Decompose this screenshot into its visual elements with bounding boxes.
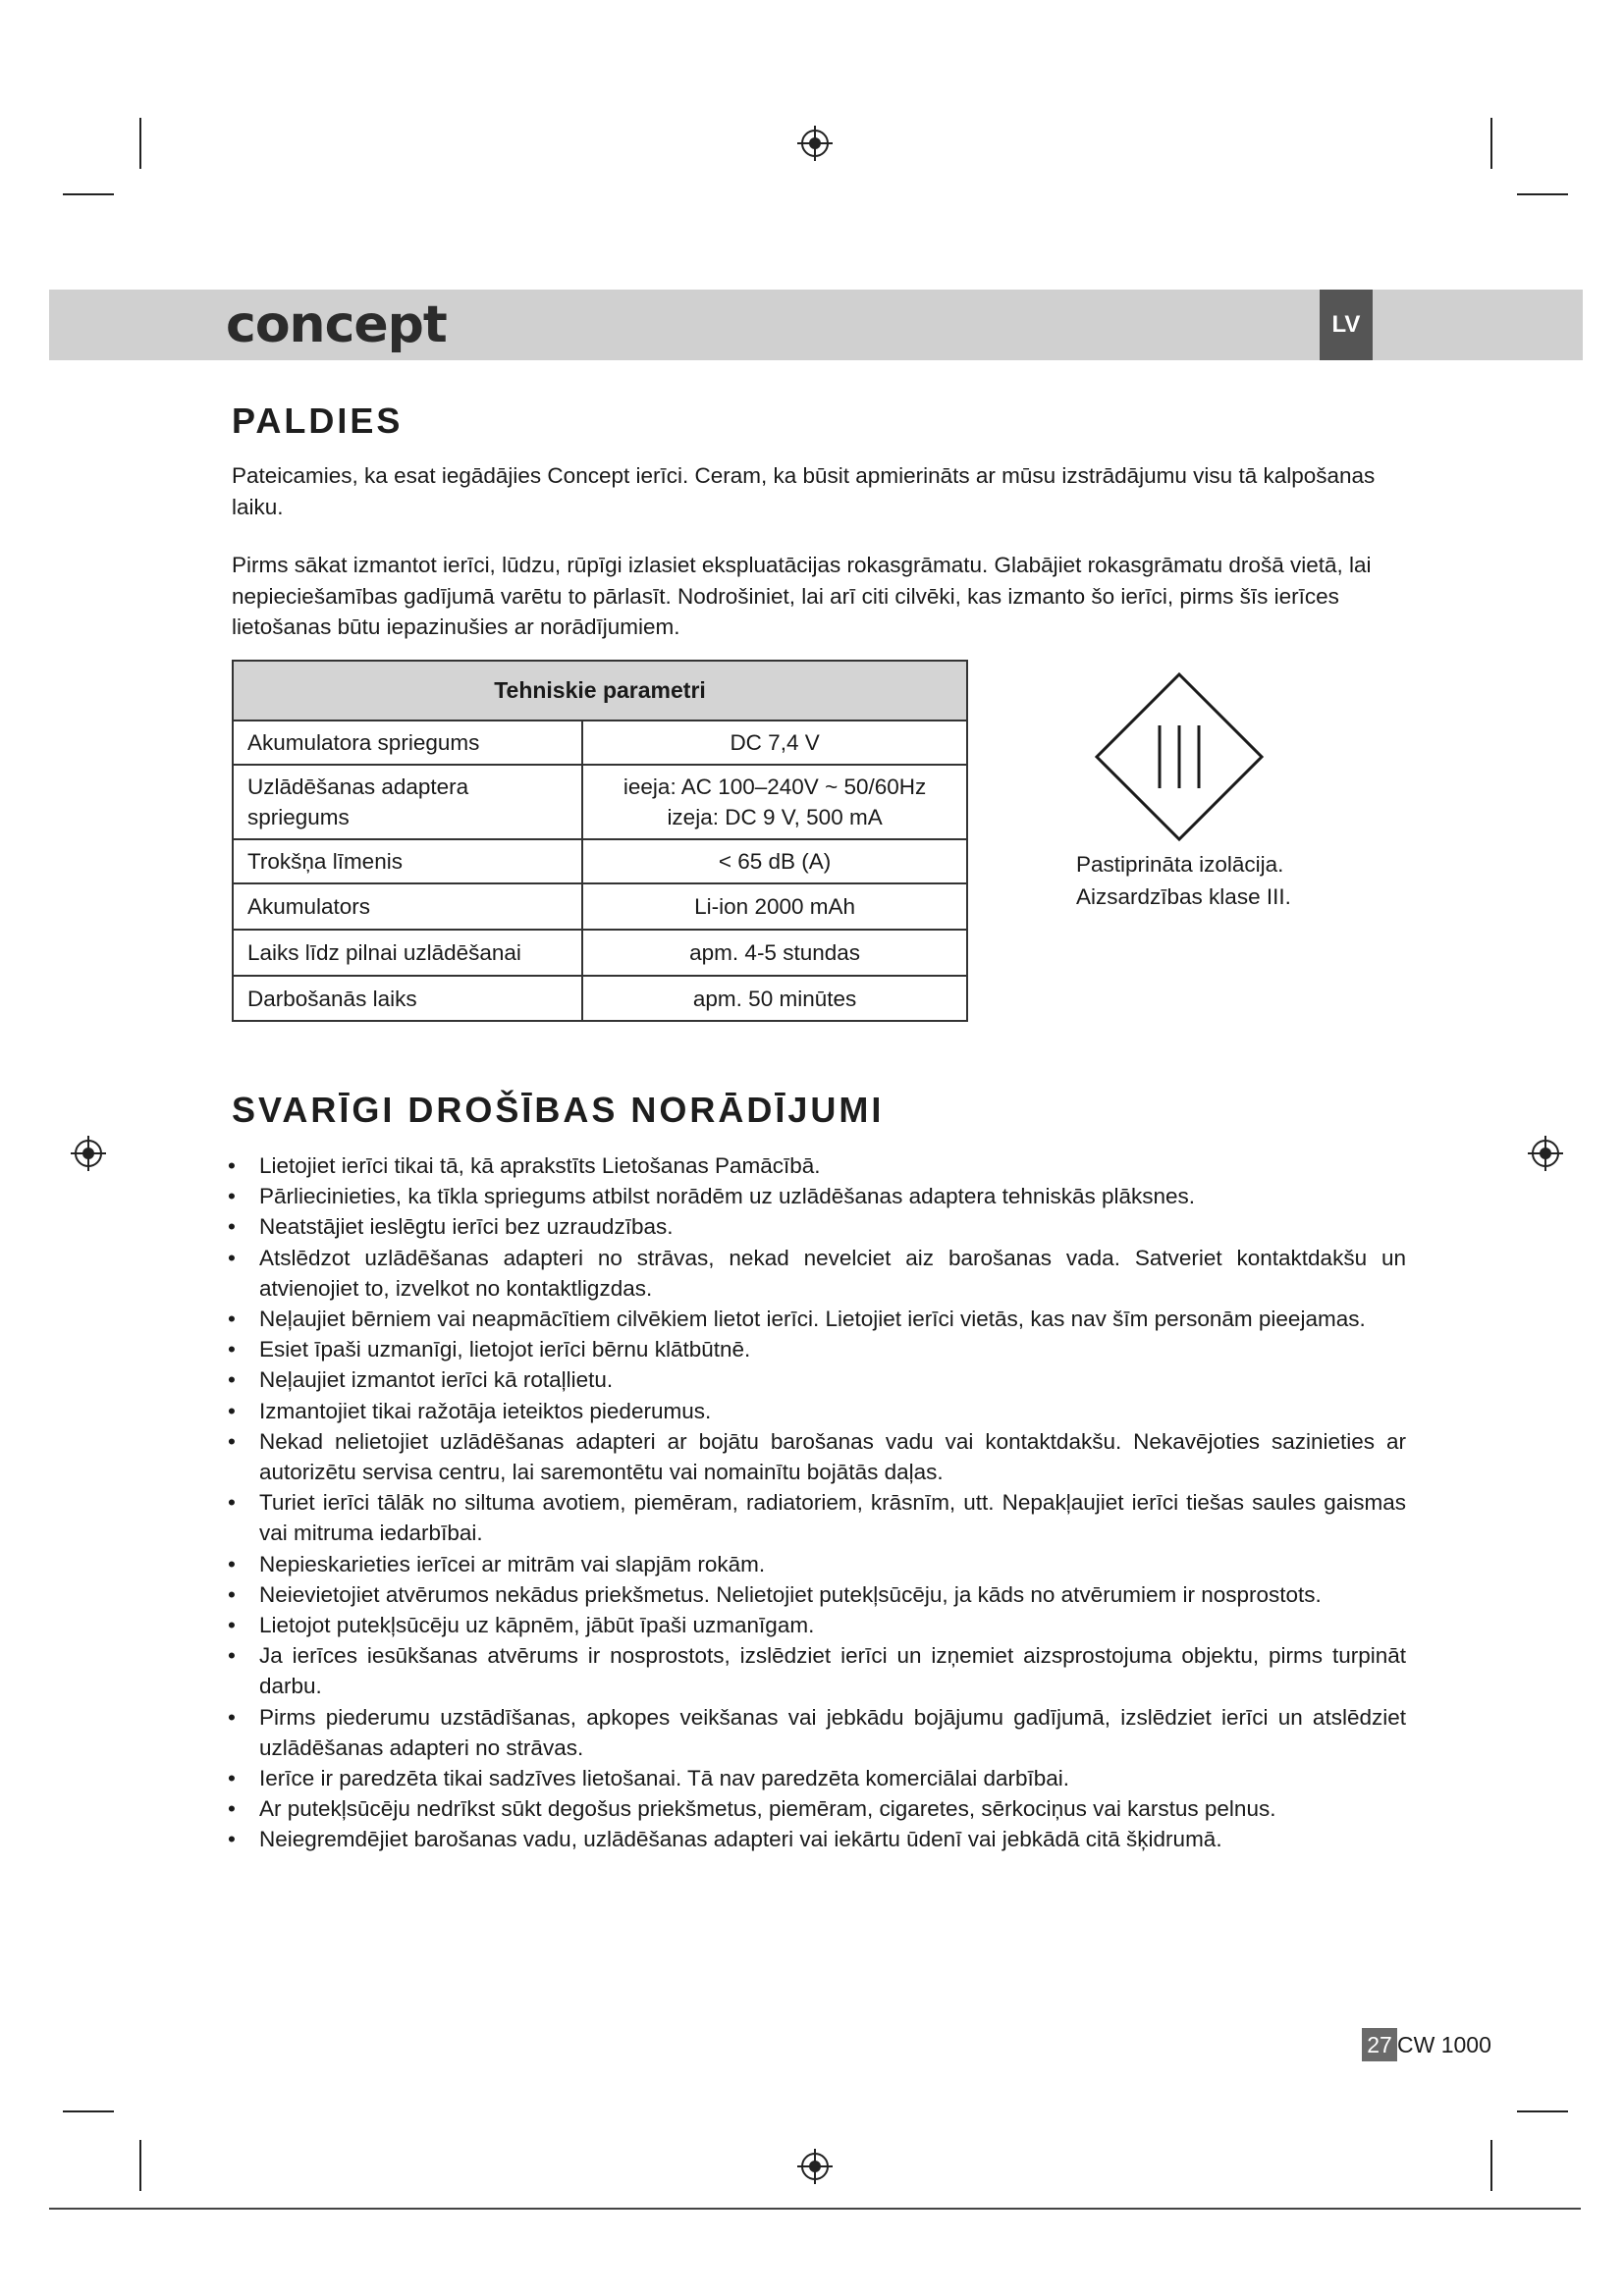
spec-value-output: izeja: DC 9 V, 500 mA: [667, 805, 883, 829]
model-name: CW 1000: [1397, 2032, 1491, 2057]
safety-item: • Izmantojiet tikai ražotāja ieteiktos piederumus.: [228, 1396, 1406, 1426]
registration-mark-icon: [795, 2147, 835, 2186]
safety-item: • Turiet ierīci tālāk no siltuma avotiem, piemēram, radiatoriem, krāsnīm, utt. Nepakļaujiet ierīci tiešas saules gaismas vai mitruma iedarbībai.: [228, 1487, 1406, 1548]
thanks-paragraph-2: Pirms sākat izmantot ierīci, lūdzu, rūpīgi izlasiet ekspluatācijas rokasgrāmatu. Glabājiet rokasgrāmatu drošā vietā, lai nepieciešamības gadījumā varētu to pārlasīt. Nodrošiniet, lai arī citi cilvēki, kas izmanto šo ierīci, pirms šīs ierīces lietošanas būtu iepazinušies ar norādījumiem.: [232, 553, 1372, 639]
spec-table-header-row: [233, 661, 967, 721]
spec-label: Uzlādēšanas adaptera spriegums: [233, 765, 582, 839]
crop-mark: [1490, 118, 1492, 169]
crop-mark: [1490, 2140, 1492, 2191]
protection-class-iii-icon: [1093, 670, 1266, 843]
registration-mark-icon: [1526, 1134, 1565, 1173]
safety-item: • Neļaujiet izmantot ierīci kā rotaļlietu.: [228, 1364, 1406, 1395]
crop-mark: [139, 118, 141, 169]
safety-item: • Atslēdzot uzlādēšanas adapteri no strāvas, nekad nevelciet aiz barošanas vada. Satveriet kontaktdakšu un atvienojiet to, izvelkot no kontaktligzdas.: [228, 1243, 1406, 1304]
safety-list: [228, 1150, 1406, 1855]
safety-item: • Pirms piederumu uzstādīšanas, apkopes veikšanas vai jebkādu bojājumu gadījumā, izslēdziet ierīci un atslēdziet uzlādēšanas adapteri no strāvas.: [228, 1702, 1406, 1763]
safety-item: • Lietojot putekļsūcēju uz kāpnēm, jābūt īpaši uzmanīgam.: [228, 1610, 1406, 1640]
safety-item: • Neatstājiet ieslēgtu ierīci bez uzraudzības.: [228, 1211, 1406, 1242]
spec-value-input: ieeja: AC 100–240V ~ 50/60Hz: [623, 774, 927, 799]
language-badge: LV: [1320, 290, 1373, 360]
crop-mark: [1517, 2110, 1568, 2112]
header-band: [49, 290, 1583, 360]
spec-row: [233, 839, 967, 883]
safety-item: • Ierīce ir paredzēta tikai sadzīves lietošanai. Tā nav paredzēta komerciālai darbībai.: [228, 1763, 1406, 1793]
registration-mark-icon: [69, 1134, 108, 1173]
safety-item: • Esiet īpaši uzmanīgi, lietojot ierīci bērnu klātbūtnē.: [228, 1334, 1406, 1364]
spec-label: Akumulatora spriegums: [233, 721, 582, 765]
spec-value: < 65 dB (A): [582, 839, 967, 883]
protection-class-caption: [1076, 848, 1291, 913]
crop-mark: [63, 2110, 114, 2112]
spec-label: Trokšņa līmenis: [233, 839, 582, 883]
spec-row: [233, 765, 967, 839]
spec-label: Akumulators: [233, 883, 582, 930]
crop-mark: [63, 193, 114, 195]
safety-title: SVARĪGI DROŠĪBAS NORĀDĪJUMI: [232, 1090, 885, 1130]
safety-item: • Ar putekļsūcēju nedrīkst sūkt degošus priekšmetus, piemēram, cigaretes, sērkociņus vai karstus pelnus.: [228, 1793, 1406, 1824]
safety-item: • Neļaujiet bērniem vai neapmācītiem cilvēkiem lietot ierīci. Lietojiet ierīci vietās, kas nav šīm personām pieejamas.: [228, 1304, 1406, 1334]
protection-class-line-1: Pastiprināta izolācija.: [1076, 852, 1284, 877]
spec-row: [233, 883, 967, 930]
spec-row: [233, 930, 967, 976]
bottom-rule: [49, 2208, 1581, 2210]
safety-item: • Ja ierīces iesūkšanas atvērums ir nosprostots, izslēdziet ierīci un izņemiet aizsprostojuma objektu, pirms turpināt darbu.: [228, 1640, 1406, 1701]
safety-item: • Lietojiet ierīci tikai tā, kā aprakstīts Lietošanas Pamācībā.: [228, 1150, 1406, 1181]
safety-item: • Neievietojiet atvērumos nekādus priekšmetus. Nelietojiet putekļsūcēju, ja kāds no atvērumiem ir nosprostots.: [228, 1579, 1406, 1610]
spec-value: apm. 4-5 stundas: [582, 930, 967, 976]
thanks-title: PALDIES: [232, 400, 404, 441]
safety-item: • Nepieskarieties ierīcei ar mitrām vai slapjām rokām.: [228, 1549, 1406, 1579]
spec-value: Li-ion 2000 mAh: [582, 883, 967, 930]
safety-item: • Pārliecinieties, ka tīkla spriegums atbilst norādēm uz uzlādēšanas adaptera tehniskās plāksnes.: [228, 1181, 1406, 1211]
spec-value: apm. 50 minūtes: [582, 976, 967, 1021]
spec-row: [233, 976, 967, 1021]
spec-label: Darbošanās laiks: [233, 976, 582, 1021]
protection-class-line-2: Aizsardzības klase III.: [1076, 884, 1291, 909]
spec-table: [232, 660, 968, 1022]
spec-value: DC 7,4 V: [582, 721, 967, 765]
spec-value: [582, 765, 967, 839]
safety-item: • Neiegremdējiet barošanas vadu, uzlādēšanas adapteri vai iekārtu ūdenī vai jebkādā citā šķidrumā.: [228, 1824, 1406, 1854]
crop-mark: [139, 2140, 141, 2191]
registration-mark-icon: [795, 124, 835, 163]
page-number: 27: [1362, 2028, 1397, 2061]
spec-label: Laiks līdz pilnai uzlādēšanai: [233, 930, 582, 976]
brand-logo: concept: [226, 295, 447, 354]
thanks-paragraph-1: Pateicamies, ka esat iegādājies Concept ierīci. Ceram, ka būsit apmierināts ar mūsu izstrādājumu visu tā kalpošanas laiku.: [232, 463, 1376, 519]
spec-table-header: Tehniskie parametri: [233, 661, 967, 721]
spec-row: [233, 721, 967, 765]
safety-item: • Nekad nelietojiet uzlādēšanas adapteri ar bojātu barošanas vadu vai kontaktdakšu. Nekavējoties sazinieties ar autorizētu servisa centru, lai saremontētu vai nomainītu bojātās daļas.: [228, 1426, 1406, 1487]
crop-mark: [1517, 193, 1568, 195]
